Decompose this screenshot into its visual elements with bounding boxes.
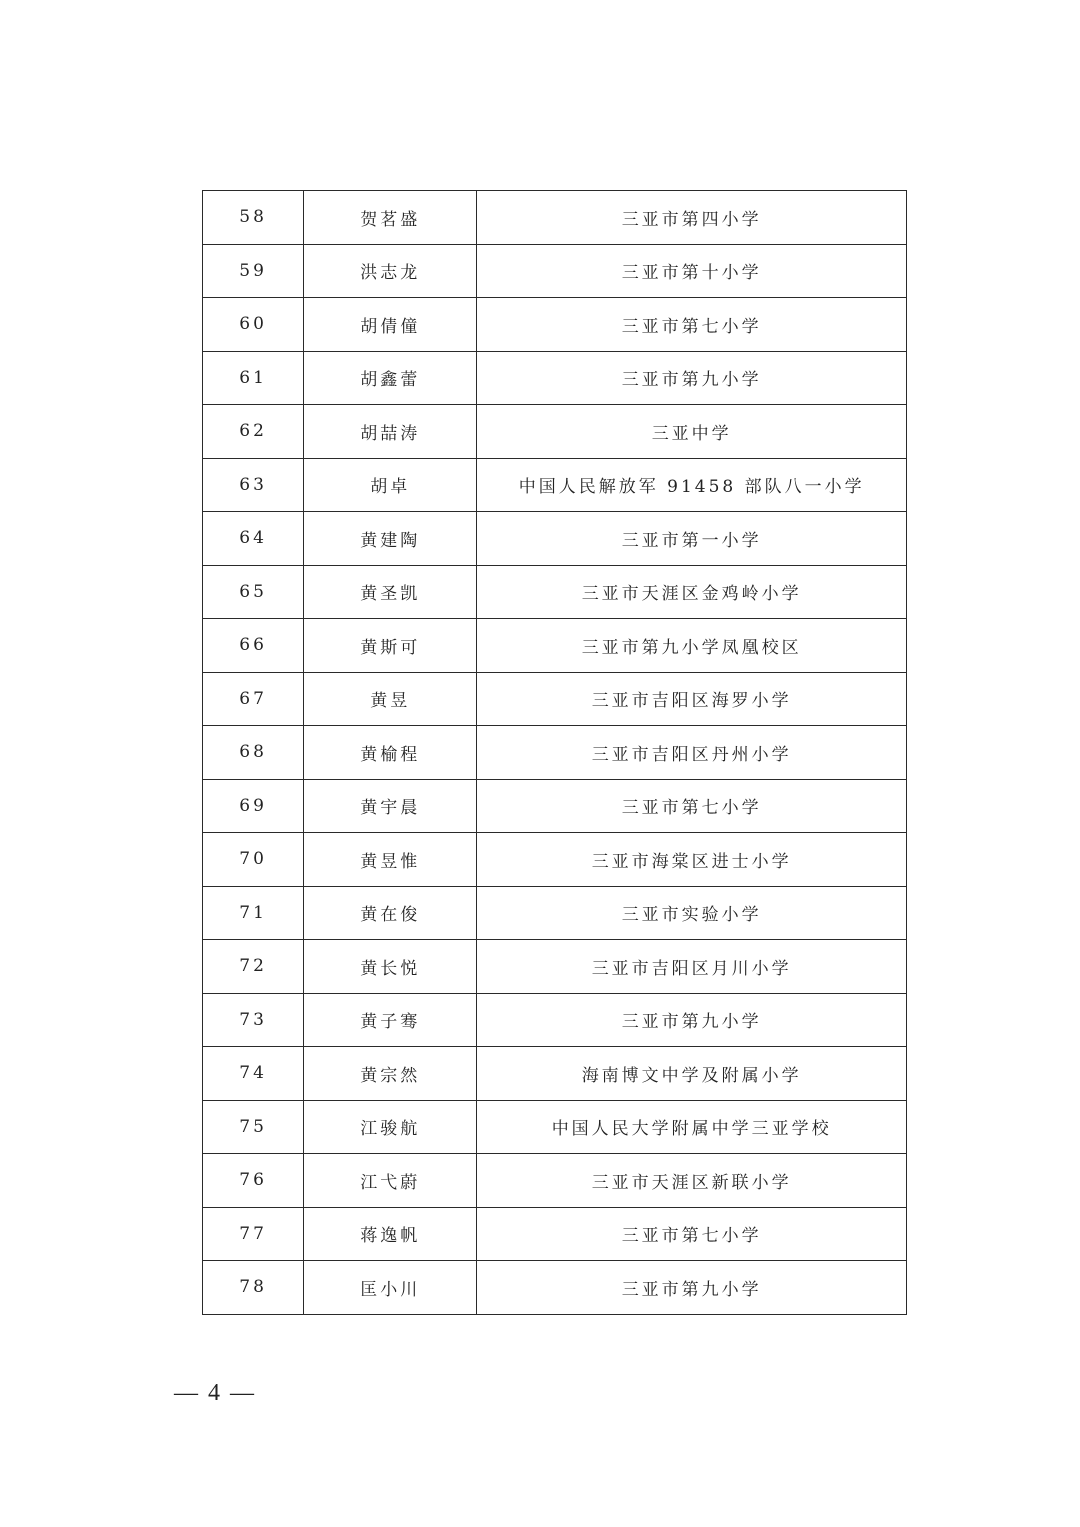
school-name: 海南博文中学及附属小学 — [477, 1047, 907, 1101]
student-name: 黄昱惟 — [304, 833, 477, 887]
student-name: 黄在俊 — [304, 886, 477, 940]
table-row — [203, 512, 907, 566]
table-row — [203, 298, 907, 352]
school-name: 三亚市第四小学 — [477, 191, 907, 245]
row-number: 72 — [203, 940, 304, 994]
table-row — [203, 1154, 907, 1208]
table-row — [203, 940, 907, 994]
school-name: 三亚市第十小学 — [477, 244, 907, 298]
student-name: 黄宗然 — [304, 1047, 477, 1101]
page-number: — 4 — — [174, 1380, 256, 1406]
school-name: 三亚市第七小学 — [477, 298, 907, 352]
school-name: 三亚市第一小学 — [477, 512, 907, 566]
table-row — [203, 1207, 907, 1261]
student-name: 胡喆涛 — [304, 405, 477, 459]
student-name: 黄圣凯 — [304, 565, 477, 619]
table-row — [203, 779, 907, 833]
table-row — [203, 405, 907, 459]
student-name: 匡小川 — [304, 1261, 477, 1315]
school-name: 三亚市天涯区新联小学 — [477, 1154, 907, 1208]
school-name: 三亚市第九小学 — [477, 1261, 907, 1315]
row-number: 71 — [203, 886, 304, 940]
row-number: 68 — [203, 726, 304, 780]
row-number: 77 — [203, 1207, 304, 1261]
table-row — [203, 1047, 907, 1101]
table-row — [203, 351, 907, 405]
student-name: 蒋逸帆 — [304, 1207, 477, 1261]
table-row — [203, 833, 907, 887]
student-name: 黄子骞 — [304, 993, 477, 1047]
school-name: 三亚市天涯区金鸡岭小学 — [477, 565, 907, 619]
school-name: 三亚市吉阳区月川小学 — [477, 940, 907, 994]
student-name: 江骏航 — [304, 1100, 477, 1154]
school-name: 中国人民大学附属中学三亚学校 — [477, 1100, 907, 1154]
row-number: 69 — [203, 779, 304, 833]
row-number: 75 — [203, 1100, 304, 1154]
school-name: 三亚中学 — [477, 405, 907, 459]
row-number: 60 — [203, 298, 304, 352]
row-number: 64 — [203, 512, 304, 566]
school-name: 三亚市第九小学 — [477, 993, 907, 1047]
row-number: 70 — [203, 833, 304, 887]
school-name: 三亚市第七小学 — [477, 779, 907, 833]
school-name: 三亚市第七小学 — [477, 1207, 907, 1261]
table-row — [203, 191, 907, 245]
student-name: 黄昱 — [304, 672, 477, 726]
row-number: 59 — [203, 244, 304, 298]
school-name: 三亚市第九小学 — [477, 351, 907, 405]
student-name: 黄斯可 — [304, 619, 477, 673]
roster-table-body — [203, 191, 907, 1315]
student-name: 黄建陶 — [304, 512, 477, 566]
table-row — [203, 1100, 907, 1154]
student-name: 胡倩僮 — [304, 298, 477, 352]
row-number: 58 — [203, 191, 304, 245]
row-number: 61 — [203, 351, 304, 405]
student-name: 洪志龙 — [304, 244, 477, 298]
row-number: 62 — [203, 405, 304, 459]
student-name: 胡鑫蕾 — [304, 351, 477, 405]
row-number: 65 — [203, 565, 304, 619]
school-name: 三亚市海棠区进士小学 — [477, 833, 907, 887]
row-number: 66 — [203, 619, 304, 673]
table-row — [203, 993, 907, 1047]
table-row — [203, 244, 907, 298]
table-row — [203, 619, 907, 673]
table-row — [203, 565, 907, 619]
student-name: 黄宇晨 — [304, 779, 477, 833]
table-row — [203, 458, 907, 512]
student-name: 胡卓 — [304, 458, 477, 512]
row-number: 67 — [203, 672, 304, 726]
row-number: 78 — [203, 1261, 304, 1315]
student-name: 黄长悦 — [304, 940, 477, 994]
row-number: 63 — [203, 458, 304, 512]
school-name: 三亚市实验小学 — [477, 886, 907, 940]
school-name: 中国人民解放军 91458 部队八一小学 — [477, 458, 907, 512]
row-number: 74 — [203, 1047, 304, 1101]
student-name: 贺茗盛 — [304, 191, 477, 245]
table-row — [203, 1261, 907, 1315]
table-row — [203, 726, 907, 780]
roster-table — [202, 190, 907, 1315]
row-number: 73 — [203, 993, 304, 1047]
table-row — [203, 672, 907, 726]
school-name: 三亚市吉阳区丹州小学 — [477, 726, 907, 780]
student-name: 江弋蔚 — [304, 1154, 477, 1208]
student-name: 黄榆程 — [304, 726, 477, 780]
school-name: 三亚市第九小学凤凰校区 — [477, 619, 907, 673]
row-number: 76 — [203, 1154, 304, 1208]
table-row — [203, 886, 907, 940]
school-name: 三亚市吉阳区海罗小学 — [477, 672, 907, 726]
